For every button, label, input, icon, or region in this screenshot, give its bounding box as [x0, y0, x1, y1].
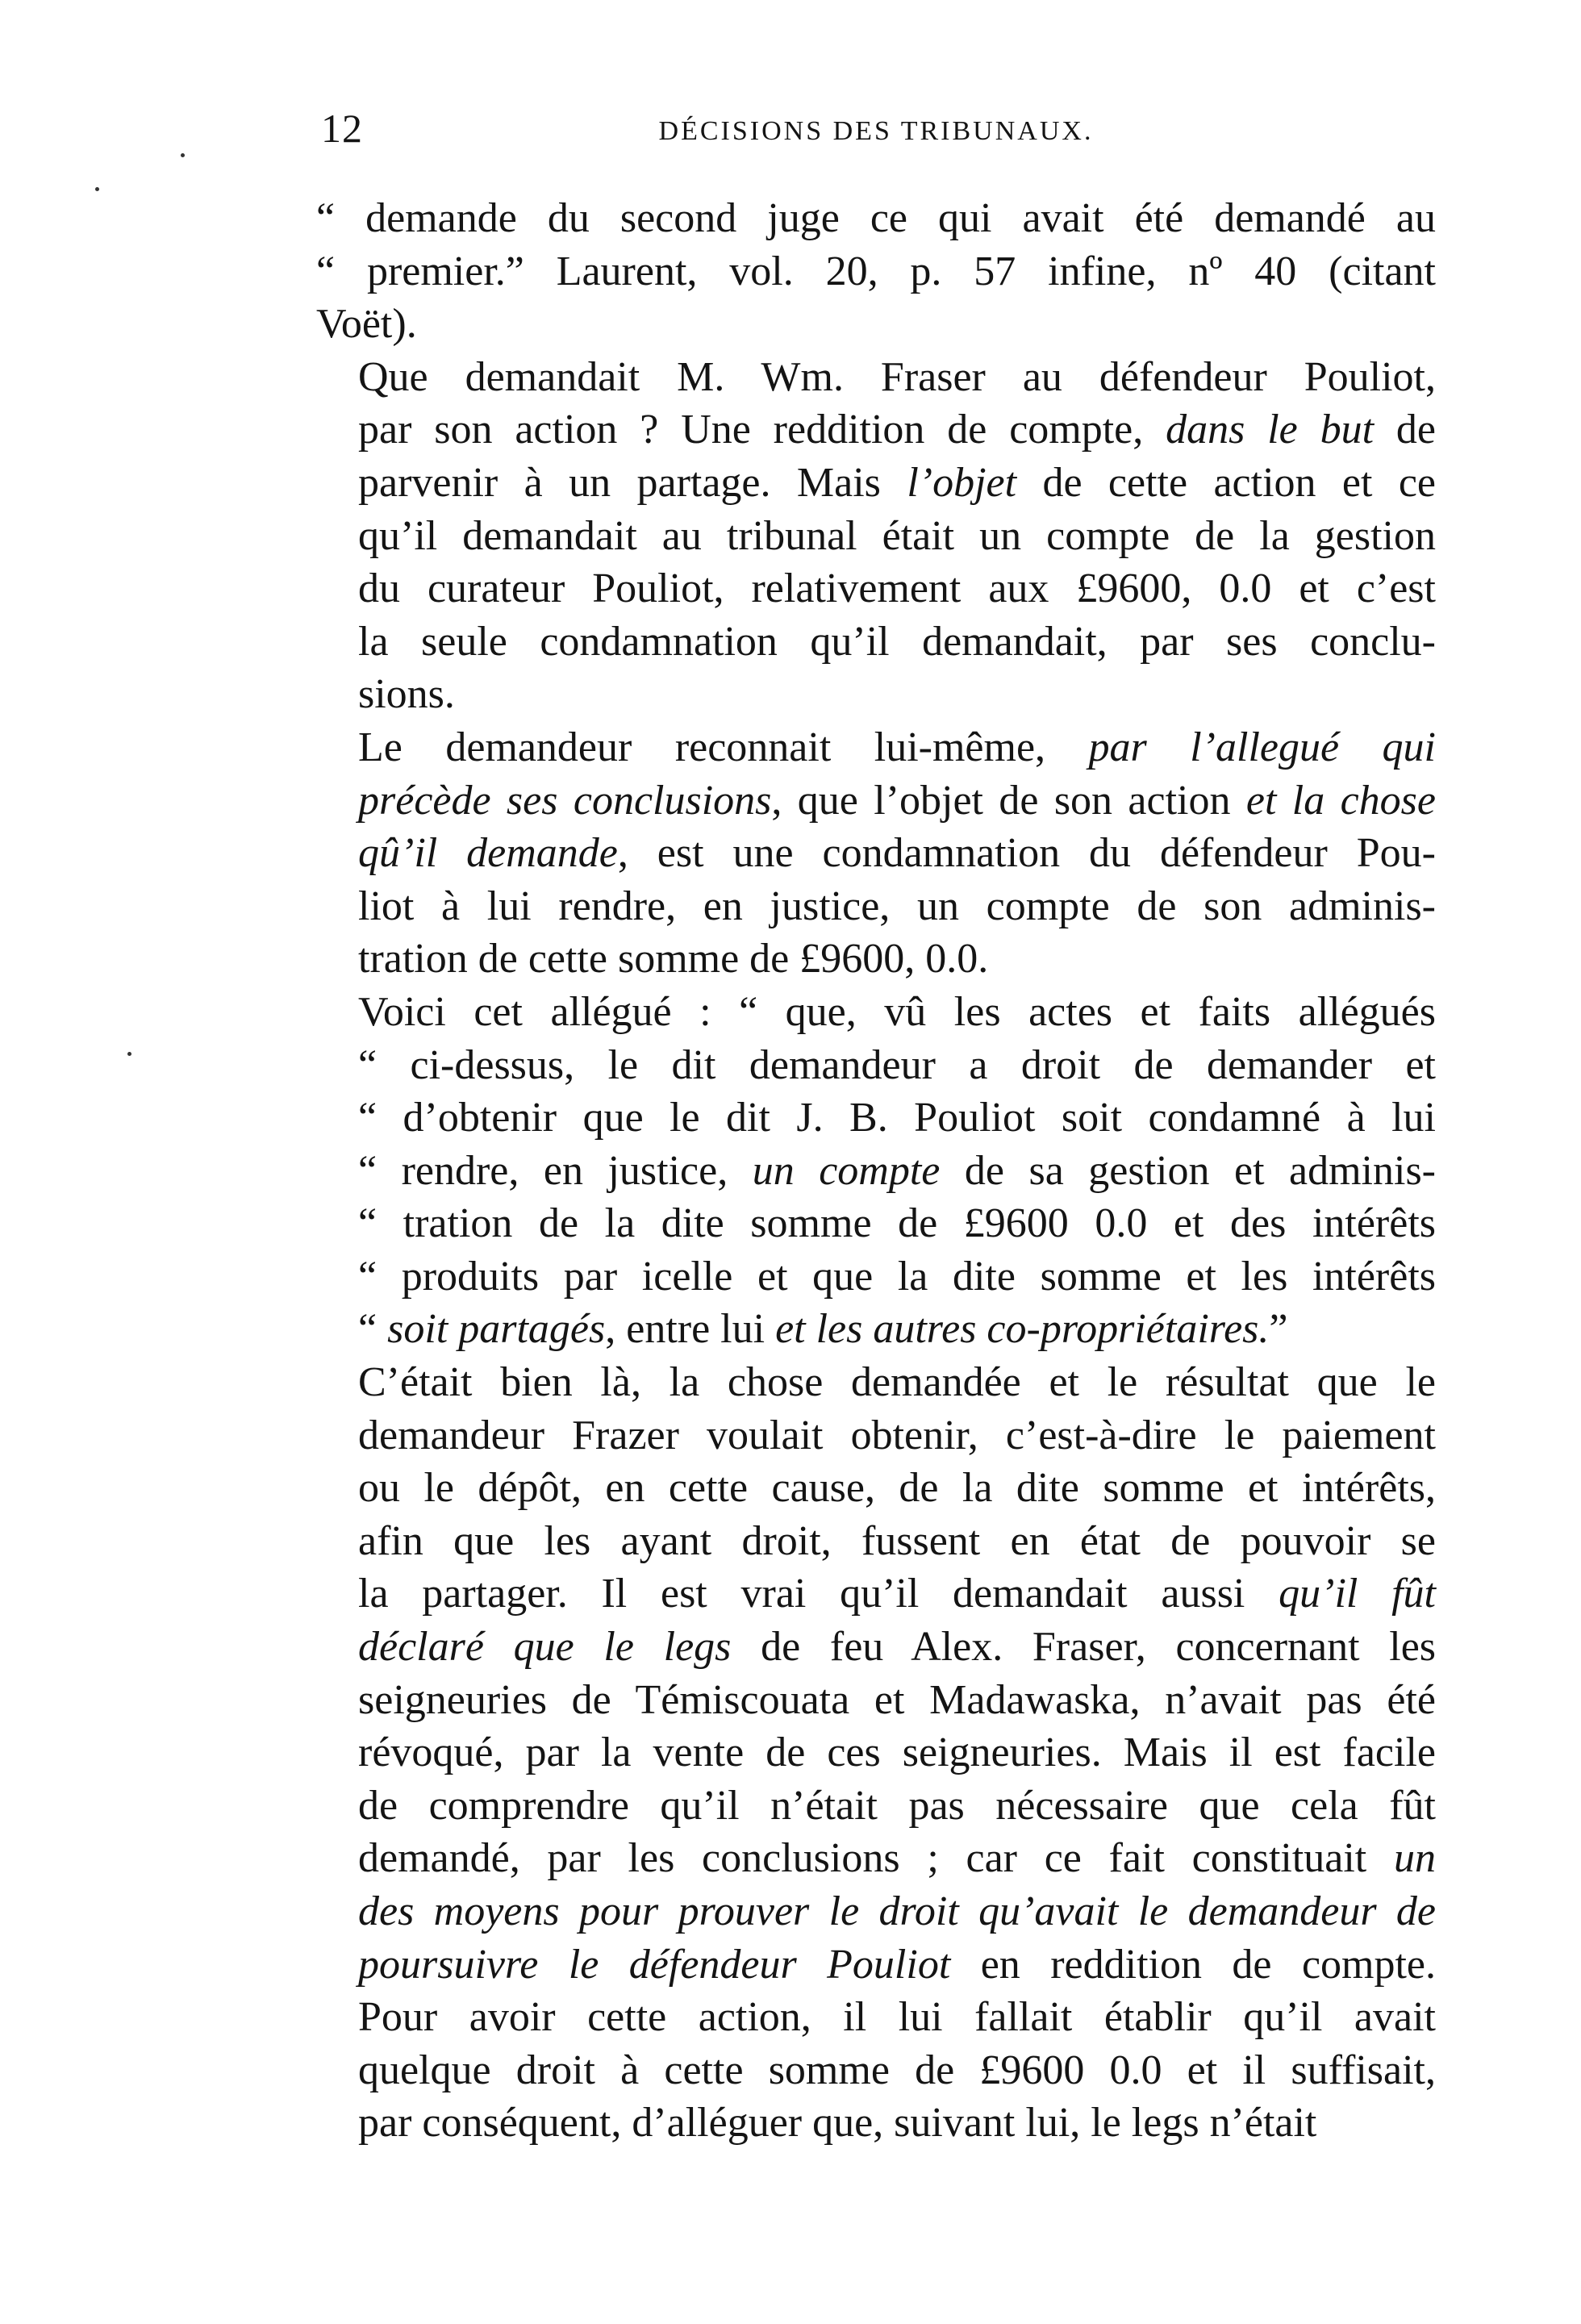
text-line — [316, 510, 1436, 563]
text-segment: qu’il demandait au tribunal était un compte de la gestion — [358, 512, 1436, 559]
print-speck — [95, 187, 99, 191]
text-line — [316, 245, 1436, 298]
page-header — [316, 105, 1436, 169]
text-line — [316, 403, 1436, 457]
text-segment: “ ci-dessus, le dit demandeur a droit de demander et — [358, 1041, 1436, 1088]
paragraph — [316, 1356, 1436, 2150]
running-title: DÉCISIONS DES TRIBUNAUX. — [658, 116, 1094, 146]
book-page — [316, 105, 1436, 2150]
text-segment: la seule condamnation qu’il demandait, par ses conclu- — [358, 618, 1436, 665]
text-segment: “ d’obtenir que le dit J. B. Pouliot soit condamné à lui — [358, 1095, 1436, 1141]
text-segment: demandeur Frazer voulait obtenir, c’est-à-dire le paiement — [358, 1412, 1436, 1458]
italic-segment: poursuivre le défendeur Pouliot — [358, 1941, 951, 1988]
text-line — [316, 1303, 1436, 1356]
text-segment: “ — [358, 1306, 388, 1353]
text-line — [316, 1250, 1436, 1304]
text-segment: sions. — [358, 671, 455, 718]
italic-segment: et les autres co-propriétaires. — [775, 1306, 1270, 1353]
text-line — [316, 1091, 1436, 1145]
text-line — [316, 1780, 1436, 1833]
paragraph — [316, 986, 1436, 1356]
text-line — [316, 1039, 1436, 1092]
text-line — [316, 2044, 1436, 2097]
text-segment: C’était bien là, la chose demandée et le résultat que le — [358, 1359, 1436, 1406]
text-line — [316, 1885, 1436, 1938]
text-segment: de sa gestion et adminis- — [940, 1147, 1436, 1194]
text-line — [316, 1621, 1436, 1674]
text-line — [316, 1145, 1436, 1198]
italic-segment: des moyens pour prouver le droit qu’avait le demandeur de — [358, 1888, 1436, 1934]
text-segment: de cette action et ce — [1016, 459, 1436, 506]
italic-segment: un — [1394, 1835, 1436, 1882]
italic-segment: par l’allegué qui — [1088, 724, 1436, 770]
text-line — [316, 986, 1436, 1039]
text-segment: , entre lui — [605, 1306, 776, 1353]
text-line — [316, 351, 1436, 404]
text-line — [316, 721, 1436, 774]
text-segment: Le demandeur reconnait lui-même, — [358, 724, 1089, 770]
print-speck — [127, 1052, 131, 1056]
paragraph — [316, 192, 1436, 351]
text-segment: par son action ? Une reddition de compte, — [358, 407, 1166, 453]
text-line — [316, 1674, 1436, 1727]
text-line — [316, 1567, 1436, 1621]
text-line — [316, 827, 1436, 880]
text-segment: “ rendre, en justice, — [358, 1147, 753, 1194]
text-line — [316, 298, 1436, 351]
text-line — [316, 880, 1436, 933]
text-segment: seigneuries de Témiscouata et Madawaska, n’avait pas été — [358, 1676, 1436, 1723]
text-line — [316, 668, 1436, 721]
text-line — [316, 192, 1436, 245]
text-segment: par conséquent, d’alléguer que, suivant lui, le legs n’était — [358, 2100, 1317, 2147]
text-segment: liot à lui rendre, en justice, un compte de son adminis- — [358, 882, 1436, 929]
paragraph — [316, 721, 1436, 986]
italic-segment: un compte — [752, 1147, 941, 1194]
body-text — [316, 192, 1436, 2150]
text-segment: “ produits par icelle et que la dite somme et les intérêts — [358, 1253, 1436, 1300]
text-segment: ” — [1269, 1306, 1288, 1353]
text-segment: la partager. Il est vrai qu’il demandait aussi — [358, 1571, 1279, 1617]
text-segment: Pour avoir cette action, il lui fallait établir qu’il avait — [358, 1994, 1436, 2041]
italic-segment: soit partagés — [387, 1306, 606, 1353]
text-line — [316, 933, 1436, 986]
text-line — [316, 1726, 1436, 1780]
text-segment: de comprendre qu’il n’était pas nécessaire que cela fût — [358, 1782, 1436, 1829]
text-line — [316, 1938, 1436, 1992]
paragraph — [316, 351, 1436, 721]
italic-segment: l’objet — [907, 459, 1017, 506]
text-segment: Voët). — [316, 301, 417, 348]
italic-segment: qû’il demande — [358, 830, 618, 877]
text-segment: en reddition de compte. — [950, 1941, 1437, 1988]
text-segment: ou le dépôt, en cette cause, de la dite somme et intérêts, — [358, 1465, 1436, 1512]
text-segment: de — [1374, 407, 1436, 453]
text-line — [316, 1832, 1436, 1885]
text-line — [316, 1991, 1436, 2044]
page-number: 12 — [321, 106, 363, 151]
text-segment: parvenir à un partage. Mais — [358, 459, 907, 506]
text-line — [316, 1197, 1436, 1250]
text-segment: “ premier.” Laurent, vol. 20, p. 57 infine, nº 40 (citant — [316, 248, 1436, 294]
text-segment: Que demandait M. Wm. Fraser au défendeur Pouliot, — [358, 353, 1436, 400]
text-line — [316, 1515, 1436, 1568]
text-line — [316, 1356, 1436, 1409]
print-speck — [181, 153, 185, 157]
text-segment: “ demande du second juge ce qui avait été demandé au — [316, 195, 1436, 241]
text-segment: “ tration de la dite somme de £9600 0.0 et des intérêts — [358, 1200, 1436, 1247]
italic-segment: qu’il fût — [1279, 1571, 1436, 1617]
text-line — [316, 1462, 1436, 1515]
text-segment: afin que les ayant droit, fussent en état de pouvoir se — [358, 1517, 1436, 1564]
text-line — [316, 562, 1436, 615]
text-segment: , que l’objet de son action — [771, 777, 1246, 824]
italic-segment: déclaré que le legs — [358, 1624, 732, 1671]
text-segment: Voici cet allégué : “ que, vû les actes et faits allégués — [358, 988, 1436, 1035]
text-line — [316, 2097, 1436, 2150]
text-line — [316, 1409, 1436, 1462]
italic-segment: et la chose — [1245, 777, 1437, 824]
text-segment: de feu Alex. Fraser, concernant les — [731, 1624, 1437, 1671]
text-line — [316, 457, 1436, 510]
text-segment: tration de cette somme de £9600, 0.0. — [358, 936, 989, 983]
text-segment: du curateur Pouliot, relativement aux £9600, 0.0 et c’est — [358, 565, 1436, 612]
text-line — [316, 774, 1436, 828]
text-segment: quelque droit à cette somme de £9600 0.0 et il suffisait, — [358, 2047, 1436, 2093]
text-line — [316, 615, 1436, 669]
italic-segment: précède ses conclusions — [358, 777, 772, 824]
text-segment: demandé, par les conclusions ; car ce fait constituait — [358, 1835, 1394, 1882]
italic-segment: dans le but — [1166, 407, 1375, 453]
text-segment: , est une condamnation du défendeur Pou- — [617, 830, 1436, 877]
text-segment: révoqué, par la vente de ces seigneuries. Mais il est facile — [358, 1729, 1436, 1776]
